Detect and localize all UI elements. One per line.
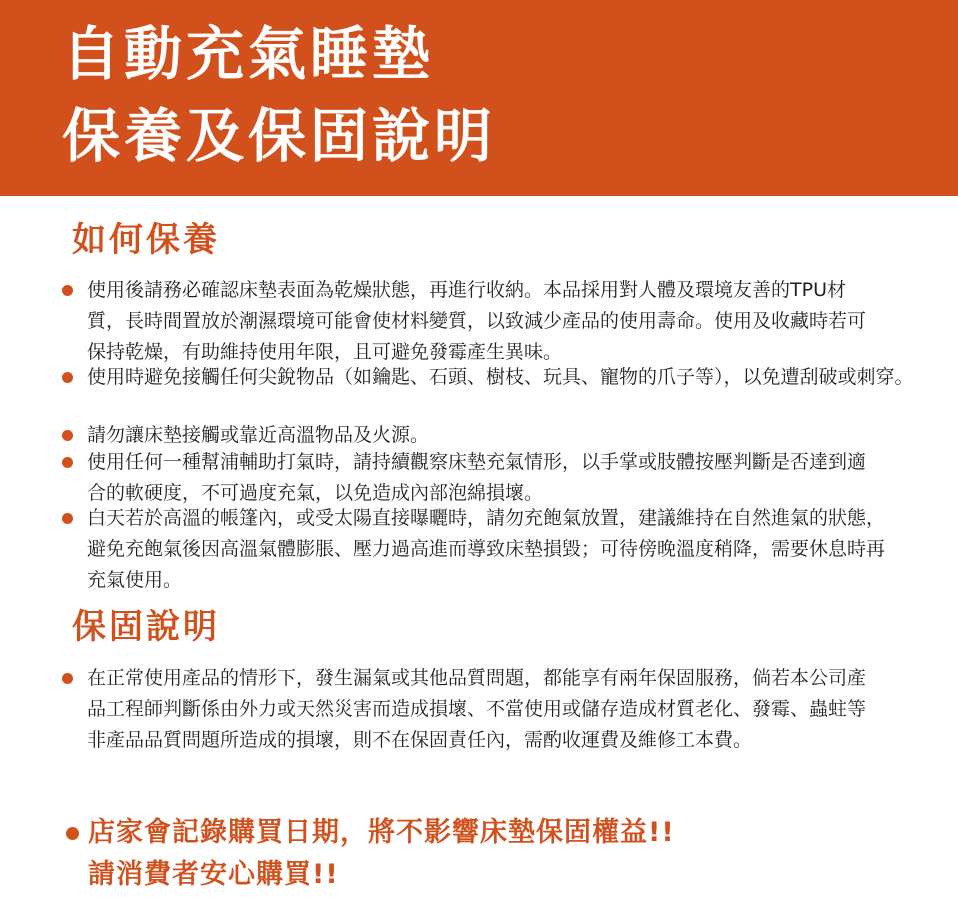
bullet-dot-icon [62,285,73,296]
care-item [62,447,872,509]
banner-title-line1: 自動充氣睡墊 [62,20,435,88]
bullet-dot-icon [62,372,73,383]
title-banner [0,0,958,196]
care-heading: 如何保養 [72,220,220,260]
promo-line2: 請消費者安心購買!! [88,859,339,890]
care-item-text: 使用任何一種幫浦輔助打氣時，請持續觀察床墊充氣情形，以手掌或肢體按壓判斷是否達到適合的軟硬度，不可過度充氣，以免造成內部泡綿損壞。 [87,451,867,504]
care-item [62,362,922,393]
care-item [62,275,872,368]
care-item-text: 使用時避免接觸任何尖銳物品（如鑰匙、石頭、樹枝、玩具、寵物的爪子等），以免遭刮破或刺穿。 [87,366,914,388]
care-item-text: 請勿讓床墊接觸或靠近高溫物品及火源。 [87,424,430,446]
bullet-dot-icon [66,827,79,840]
bullet-dot-icon [62,430,73,441]
banner-title-line2: 保養及保固說明 [62,102,497,170]
promo-notice [62,812,942,896]
care-item-text: 使用後請務必確認床墊表面為乾燥狀態，再進行收納。本品採用對人體及環境友善的TPU材質，長時間置放於潮濕環境可能會使材料變質，以致減少產品的使用壽命。使用及收藏時若可保持乾燥，有助維持使用年限，且可避免發霉產生異味。 [87,279,867,363]
care-item-text: 白天若於高溫的帳篷內，或受太陽直接曝曬時，請勿充飽氣放置，建議維持在自然進氣的狀態，避免充飽氣後因高溫氣體膨脹、壓力過高進而導致床墊損毀；可待傍晚溫度稍降，需要休息時再充氣使用。 [87,507,886,591]
bullet-dot-icon [62,673,73,684]
warranty-item [62,663,872,756]
warranty-heading: 保固說明 [72,607,220,647]
promo-line1: 店家會記錄購買日期，將不影響床墊保固權益!! [88,817,675,848]
warranty-item-text: 在正常使用產品的情形下，發生漏氣或其他品質問題，都能享有兩年保固服務，倘若本公司產品工程師判斷係由外力或天然災害而造成損壞、不當使用或儲存造成材質老化、發霉、蟲蛀等非產品品質問題所造成的損壞，則不在保固責任內，需酌收運費及維修工本費。 [87,667,867,751]
bullet-dot-icon [62,513,73,524]
bullet-dot-icon [62,457,73,468]
care-item [62,503,892,596]
